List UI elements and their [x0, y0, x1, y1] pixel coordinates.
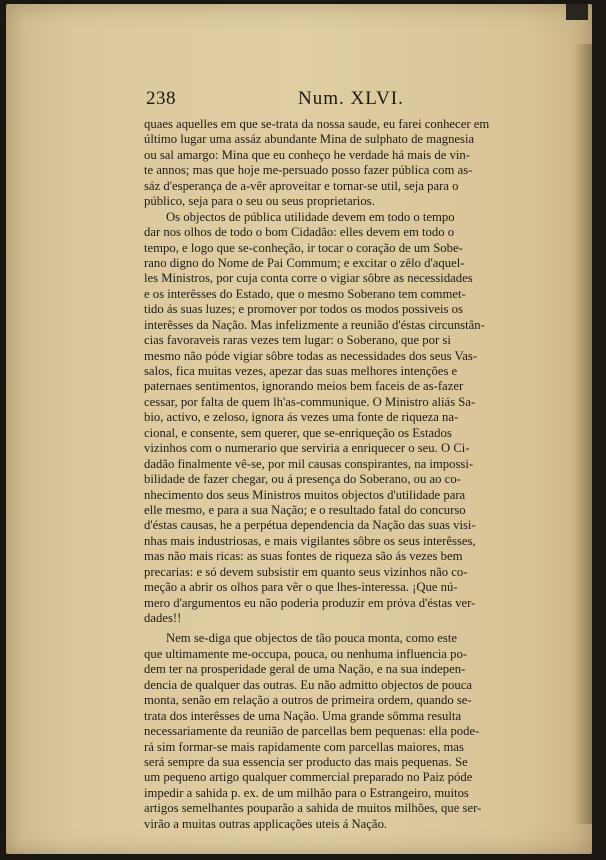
text-line: artigos semelhantes pouparão a sahida de muitos milhões, que ser-	[144, 801, 482, 816]
text-line: e os interêsses do Estado, que o mesmo Soberano tem commet-	[144, 286, 466, 301]
text-line: rano digno do Nome de Pai Commum; e excitar o zêlo d'aquel-	[144, 255, 465, 270]
book-page	[6, 4, 592, 854]
paragraph	[144, 210, 532, 627]
text-line: dades!!	[144, 611, 182, 625]
page-number: 238	[146, 88, 176, 109]
text-line: Os objectos de pública utilidade devem em todo o tempo	[166, 209, 455, 224]
text-line: salos, fica muitas vezes, apezar das suas melhores intenções e	[144, 364, 458, 378]
text-line: será sempre da sua essencia ser producto das mais pequenas. Se	[144, 754, 468, 769]
running-head: Num. XLVI.	[298, 88, 404, 109]
text-line: trata dos interêsses de uma Nação. Uma grande sômma resulta	[144, 708, 462, 723]
text-line: vizinhos com o numerario que serviria a enriquecer o seu. O Ci-	[144, 441, 470, 456]
text-line: interêsses da Nação. Mas infelizmente a reunião d'éstas circunstân-	[144, 317, 485, 332]
text-line: d'éstas causas, he a perpétua dependencia da Nação das suas visi-	[144, 518, 476, 533]
text-line: dem ter na prosperidade geral de uma Nação, e na sua indepen-	[144, 662, 466, 677]
text-line: tido ás suas luzes; e promover por todos os modos possiveis os	[144, 302, 463, 317]
text-line: virão a muitas outras applicações uteis á Nação.	[144, 816, 388, 831]
text-line: necessariamente da reunião de parcellas bem pequenas: ella pode-	[144, 724, 480, 739]
text-line: meção a abrir os olhos para vêr o que lhes-interessa. ¡Que nú-	[144, 580, 458, 595]
text-line: te annos; mas que hoje me-persuado posso fazer pública com as-	[144, 163, 473, 178]
text-line: paternaes sentimentos, ignorando meios bem faceis de as-fazer	[144, 379, 464, 394]
body-text	[144, 117, 532, 832]
text-line: que ultimamente me-occupa, pouca, ou nenhuma influencia po-	[144, 646, 468, 661]
corner-mark	[566, 4, 588, 20]
text-line: bilidade de fazer chegar, ou á presença do Soberano, ou ao co-	[144, 472, 461, 487]
text-line: monta, senão em relação a outros de primeira ordem, quando se-	[144, 693, 472, 708]
page-edge-shadow	[574, 44, 592, 824]
text-line: mero d'argumentos eu não poderia produzir em próva d'éstas ver-	[144, 595, 476, 610]
text-line: dadão finalmente vê-se, por mil causas conspirantes, na impossi-	[144, 456, 474, 471]
text-line: nhecimento dos seus Ministros muitos objectos d'utilidade para	[144, 487, 466, 502]
text-line: tempo, e logo que se-conheção, ir tocar o coração de um Sobe-	[144, 240, 463, 255]
text-line: rá sim formar-se mais rapidamente com parcellas maiores, mas	[144, 739, 464, 754]
text-line: um pequeno artigo qualquer commercial preparado no Paiz póde	[144, 770, 473, 785]
text-line: dar nos olhos de todo o bom Cidadão: elles devem em todo o	[144, 225, 455, 240]
text-line: público, seja para o seu ou seus proprietarios.	[144, 194, 375, 209]
page-header	[146, 88, 546, 112]
text-line: les Ministros, por cuja conta corre o vigiar sôbre as necessidades	[144, 271, 473, 286]
text-line: nhas mais industriosas, e mais vigilantes sôbre os seus interêsses,	[144, 533, 476, 548]
text-line: impedir a sahida p. ex. de um milhão para o Estrangeiro, muitos	[144, 785, 469, 800]
paragraph	[144, 117, 532, 210]
text-line: ou sal amargo: Mina que eu conheço he verdade há mais de vin-	[144, 147, 471, 162]
text-line: último lugar uma assáz abundante Mina de sulphato de magnesia	[144, 132, 475, 147]
text-line: quaes aquelles em que se-trata da nossa saude, eu farei conhecer em	[144, 117, 490, 131]
text-line: bio, activo, e zeloso, ignora ás vezes uma fonte de riqueza na-	[144, 410, 459, 425]
paragraph	[144, 631, 532, 832]
text-line: dencia de qualquer das outras. Eu não admitto objectos de pouca	[144, 677, 473, 692]
text-line: sáz d'esperança de a-vêr aproveitar e tornar-se util, seja para o	[144, 178, 459, 193]
text-line: mesmo não póde vigiar sôbre todas as necessidades dos seus Vas-	[144, 348, 478, 363]
text-line: cessar, por falta de quem lh'as-communique. O Ministro aliás Sa-	[144, 394, 476, 409]
text-line: Nem se-diga que objectos de tão pouca monta, como este	[166, 631, 458, 646]
text-line: elle mesmo, e para a sua Nação; e o resultado fatal do concurso	[144, 502, 466, 517]
text-line: mas não mais ricas: as suas fontes de riqueza são ás vezes bem	[144, 549, 463, 564]
text-line: precarias: e só devem subsistir em quanto seus vizinhos não co-	[144, 564, 468, 579]
text-line: cional, e consente, sem querer, que se-enriqueção os Estados	[144, 425, 452, 440]
text-line: cias favoraveis raras vezes tem lugar: o Soberano, que por si	[144, 333, 451, 348]
